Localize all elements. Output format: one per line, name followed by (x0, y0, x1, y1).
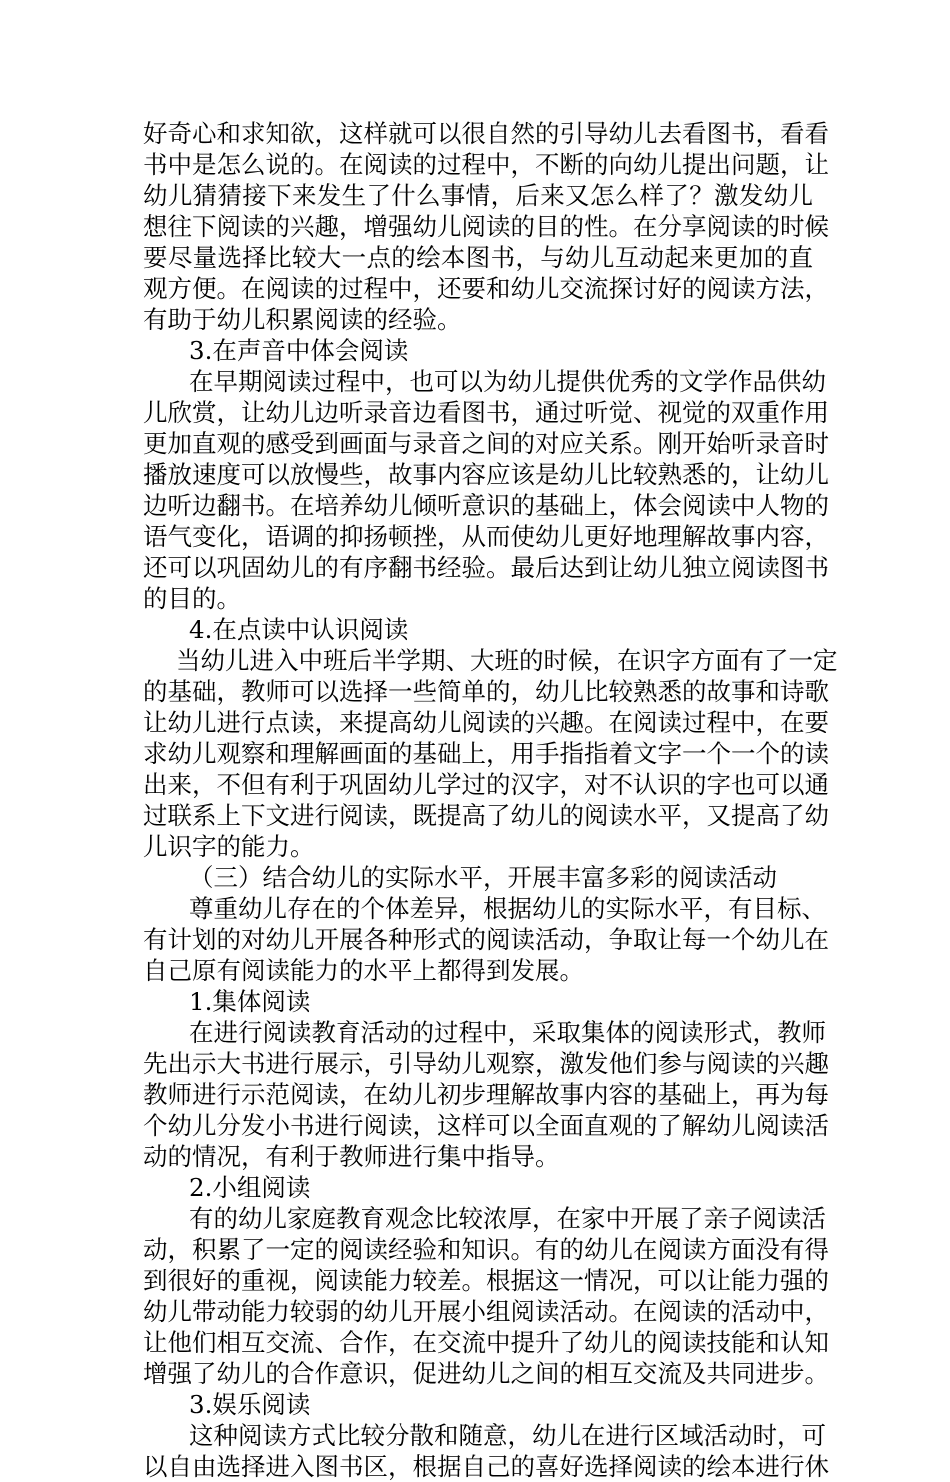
text-line: 儿识字的能力。 (143, 832, 315, 861)
section-heading: 1.集体阅读 (189, 987, 311, 1016)
text-line: 当幼儿进入中班后半学期、大班的时候，在识字方面有了一定 (176, 646, 838, 675)
text-line: 增强了幼儿的合作意识，促进幼儿之间的相互交流及共同进步。 (143, 1359, 829, 1388)
text-line: 教师进行示范阅读，在幼儿初步理解故事内容的基础上，再为每 (143, 1080, 829, 1109)
body-text (143, 118, 838, 1482)
text-line: 幼儿带动能力较弱的幼儿开展小组阅读活动。在阅读的活动中， (143, 1297, 829, 1326)
text-line: 儿欣赏，让幼儿边听录音边看图书，通过听觉、视觉的双重作用 (143, 398, 829, 427)
text-line: 还可以巩固幼儿的有序翻书经验。最后达到让幼儿独立阅读图书 (143, 553, 829, 582)
text-line: 动的情况，有利于教师进行集中指导。 (143, 1142, 560, 1171)
text-line: 幼儿猜猜接下来发生了什么事情，后来又怎么样了？激发幼儿 (143, 181, 813, 210)
text-line: 边听边翻书。在培养幼儿倾听意识的基础上，体会阅读中人物的 (143, 491, 829, 520)
text-line: 动，积累了一定的阅读经验和知识。有的幼儿在阅读方面没有得 (143, 1235, 829, 1264)
text-line: 出来，不但有利于巩固幼儿学过的汉字，对不认识的字也可以通 (143, 770, 829, 799)
text-line: 更加直观的感受到画面与录音之间的对应关系。刚开始听录音时 (143, 429, 829, 458)
text-line: 过联系上下文进行阅读，既提高了幼儿的阅读水平，又提高了幼 (143, 801, 829, 830)
section-heading: 2.小组阅读 (189, 1173, 311, 1202)
text-line: 要尽量选择比较大一点的绘本图书，与幼儿互动起来更加的直 (143, 243, 813, 272)
text-line: 先出示大书进行展示，引导幼儿观察，激发他们参与阅读的兴趣 (143, 1049, 829, 1078)
text-line: 有计划的对幼儿开展各种形式的阅读活动，争取让每一个幼儿在 (143, 925, 829, 954)
text-line: 让他们相互交流、合作，在交流中提升了幼儿的阅读技能和认知 (143, 1328, 829, 1357)
text-line: 在进行阅读教育活动的过程中，采取集体的阅读形式，教师 (189, 1018, 826, 1047)
text-line: 个幼儿分发小书进行阅读，这样可以全面直观的了解幼儿阅读活 (143, 1111, 829, 1140)
text-line: 好奇心和求知欲，这样就可以很自然的引导幼儿去看图书，看看 (143, 119, 829, 148)
section-heading: 3.娱乐阅读 (189, 1390, 311, 1419)
section-heading: 3.在声音中体会阅读 (189, 336, 409, 365)
text-line: 有的幼儿家庭教育观念比较浓厚，在家中开展了亲子阅读活 (189, 1204, 826, 1233)
text-line: 观方便。在阅读的过程中，还要和幼儿交流探讨好的阅读方法， (143, 274, 829, 303)
text-line: 以自由选择进入图书区，根据自己的喜好选择阅读的绘本进行休 (143, 1452, 829, 1481)
text-line: 自己原有阅读能力的水平上都得到发展。 (143, 956, 584, 985)
text-line: 让幼儿进行点读，来提高幼儿阅读的兴趣。在阅读过程中，在要 (143, 708, 829, 737)
text-line: 尊重幼儿存在的个体差异，根据幼儿的实际水平，有目标、 (189, 894, 826, 923)
text-line: 这种阅读方式比较分散和随意，幼儿在进行区域活动时，可 (189, 1421, 826, 1450)
section-heading: （三）结合幼儿的实际水平，开展丰富多彩的阅读活动 (189, 863, 777, 892)
text-line: 播放速度可以放慢些，故事内容应该是幼儿比较熟悉的，让幼儿 (143, 460, 829, 489)
section-heading: 4.在点读中认识阅读 (189, 615, 409, 644)
text-line: 书中是怎么说的。在阅读的过程中，不断的向幼儿提出问题，让 (143, 150, 829, 179)
text-line: 的基础，教师可以选择一些简单的，幼儿比较熟悉的故事和诗歌 (143, 677, 829, 706)
text-line: 到很好的重视，阅读能力较差。根据这一情况，可以让能力强的 (143, 1266, 829, 1295)
text-line: 语气变化，语调的抑扬顿挫，从而使幼儿更好地理解故事内容， (143, 522, 829, 551)
text-line: 的目的。 (143, 584, 241, 613)
text-line: 在早期阅读过程中，也可以为幼儿提供优秀的文学作品供幼 (189, 367, 826, 396)
text-line: 求幼儿观察和理解画面的基础上，用手指指着文字一个一个的读 (143, 739, 829, 768)
text-line: 有助于幼儿积累阅读的经验。 (143, 305, 462, 334)
text-line: 想往下阅读的兴趣，增强幼儿阅读的目的性。在分享阅读的时候 (143, 212, 829, 241)
